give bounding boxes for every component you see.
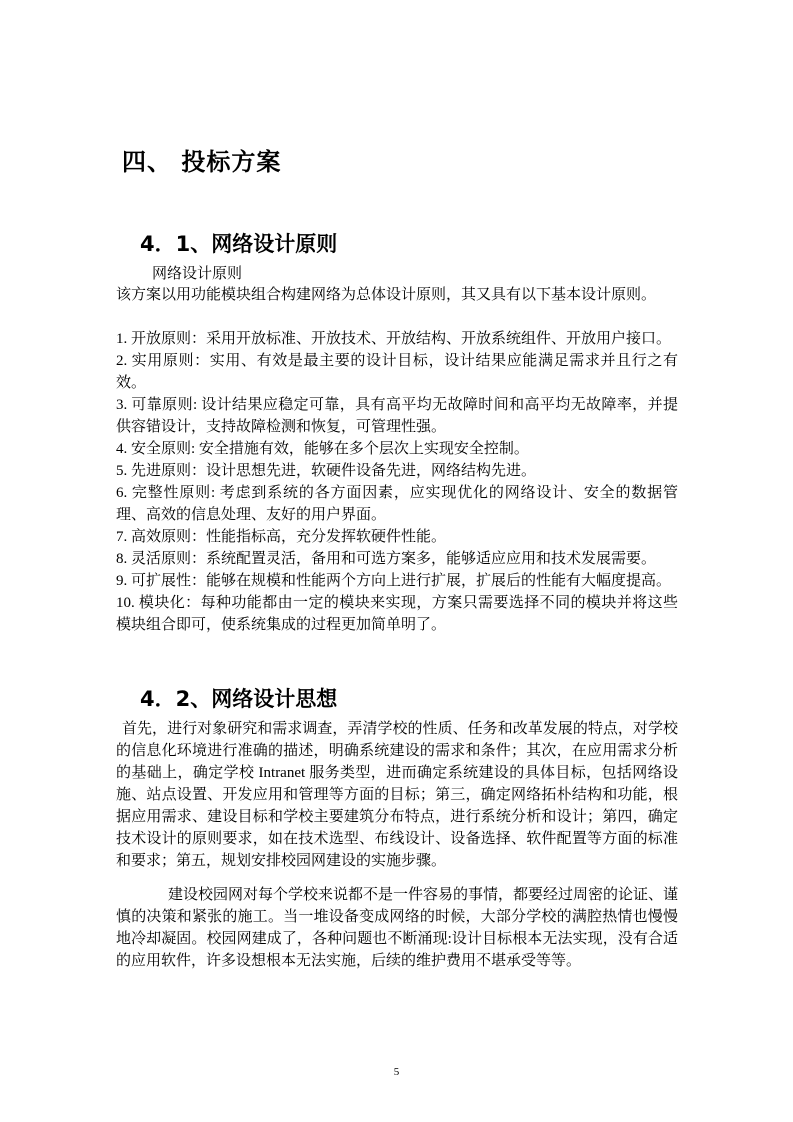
design-thought-paragraph	[116, 718, 678, 872]
principle-item: 5. 先进原则：设计思想先进，软硬件设备先进，网络结构先进。	[116, 463, 537, 479]
principle-item: 7. 高效原则：性能指标高，充分发挥软硬件性能。	[116, 529, 447, 545]
principle-item: 4. 安全原则: 安全措施有效，能够在多个层次上实现安全控制。	[116, 441, 529, 457]
section-intro-paragraph	[116, 284, 678, 306]
principles-list	[116, 328, 678, 636]
paragraph-text: 建设校园网对每个学校来说都不是一件容易的事情，都要经过周密的论证、谨慎的决策和紧张的施工。当一堆设备变成网络的时候，大部分学校的满腔热情也慢慢地冷却凝固。校园网建成了，各种问题也不断涌现:设计目标根本无法实现，没有合适的应用软件，许多设想根本无法实施，后续的维护费用不堪承受等等。	[116, 887, 679, 969]
intro-text: 该方案以用功能模块组合构建网络为总体设计原则，其又具有以下基本设计原则。	[116, 287, 657, 303]
section-heading-4-2: 4．2、网络设计思想	[140, 687, 338, 711]
section-heading-4-1: 4．1、网络设计原则	[140, 232, 338, 256]
principle-item: 10. 模块化：每种功能都由一定的模块来实现，方案只需要选择不同的模块并将这些模块组合即可，使系统集成的过程更加简单明了。	[116, 595, 678, 633]
principle-item: 9. 可扩展性：能够在规模和性能两个方向上进行扩展，扩展后的性能有大幅度提高。	[116, 573, 672, 589]
principle-item: 6. 完整性原则: 考虑到系统的各方面因素，应实现优化的网络设计、安全的数据管理、高效的信息处理、友好的用户界面。	[116, 485, 678, 523]
closing-paragraph	[116, 884, 678, 972]
page-number: 5	[393, 1066, 400, 1078]
principle-item: 1. 开放原则：采用开放标准、开放技术、开放结构、开放系统组件、开放用户接口。	[116, 331, 672, 347]
section-sub-label: 网络设计原则	[152, 266, 243, 282]
principle-item: 3. 可靠原则: 设计结果应稳定可靠，具有高平均无故障时间和高平均无故障率，并提供容错设计，支持故障检测和恢复，可管理性强。	[116, 397, 678, 435]
paragraph-text: 首先，进行对象研究和需求调查，弄清学校的性质、任务和改革发展的特点，对学校的信息化环境进行准确的描述，明确系统建设的需求和条件；其次，在应用需求分析的基础上，确定学校 Intranet 服务类型，进而确定系统建设的具体目标，包括网络设施、站点设置、开发应用和管理等方面的目标；第三，确定网络拓朴结构和功能，根据应用需求、建设目标和学校主要建筑分布特点，进行系统分析和设计；第四，确定技术设计的原则要求，如在技术选型、布线设计、设备选择、软件配置等方面的标准和要求；第五，规划安排校园网建设的实施步骤。	[116, 721, 678, 869]
chapter-title: 四、 投标方案	[122, 148, 282, 176]
principle-item: 2. 实用原则：实用、有效是最主要的设计目标，设计结果应能满足需求并且行之有效。	[116, 353, 678, 391]
principle-item: 8. 灵活原则：系统配置灵活，备用和可选方案多，能够适应应用和技术发展需要。	[116, 551, 657, 567]
